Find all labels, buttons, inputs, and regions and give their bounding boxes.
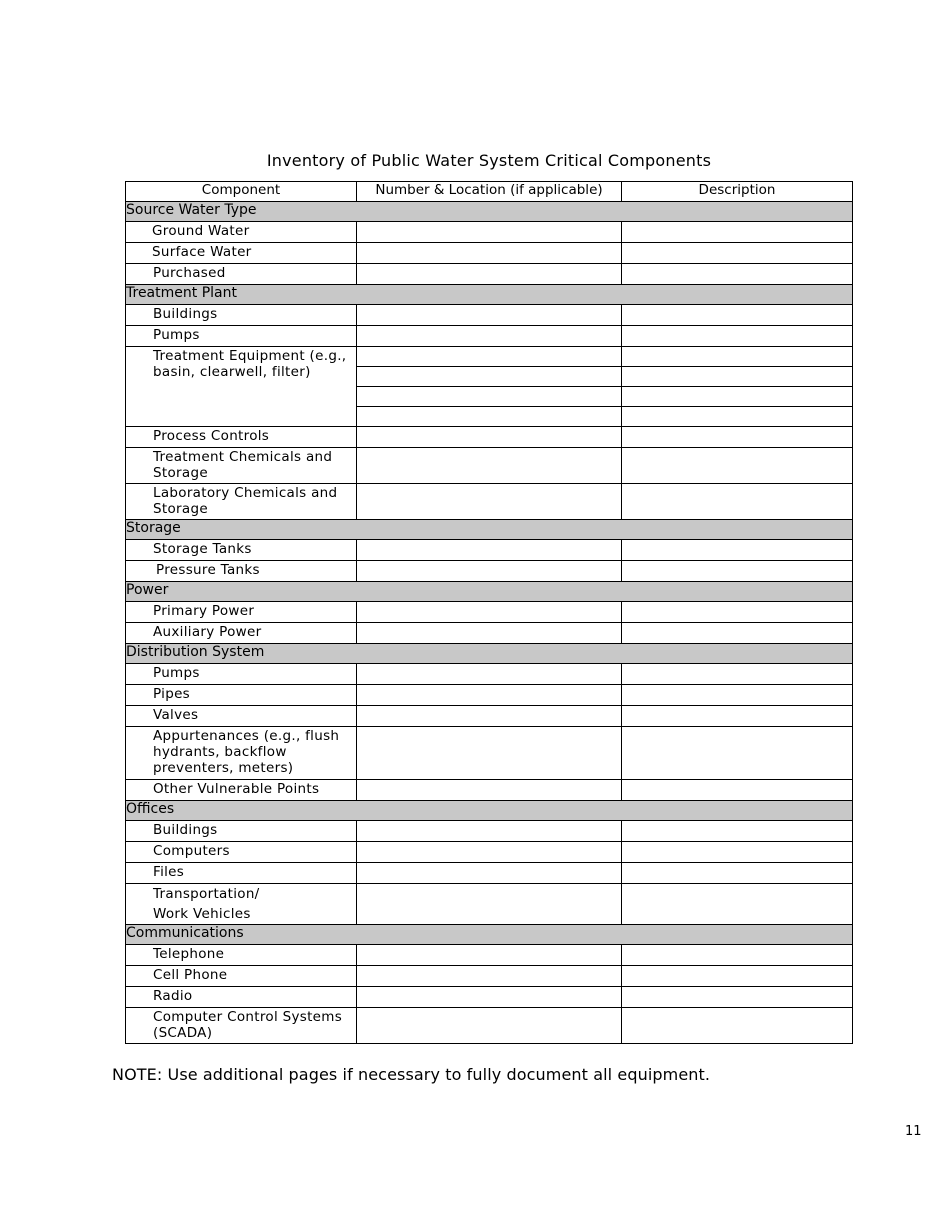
description-cell[interactable]	[622, 347, 853, 367]
table-row	[126, 243, 853, 264]
component-transportation-vehicles: Transportation/ Work Vehicles	[126, 884, 357, 925]
component-pumps: Pumps	[126, 326, 357, 347]
table-row	[126, 347, 853, 367]
description-cell[interactable]	[622, 407, 853, 427]
component-office-buildings: Buildings	[126, 821, 357, 842]
number-location-cell[interactable]	[357, 484, 622, 520]
description-cell[interactable]	[622, 561, 853, 582]
column-header-number-location: Number & Location (if applicable)	[357, 182, 622, 202]
section-label: Distribution System	[126, 644, 853, 664]
component-storage-tanks: Storage Tanks	[126, 540, 357, 561]
number-location-cell[interactable]	[357, 884, 622, 925]
component-primary-power: Primary Power	[126, 602, 357, 623]
component-radio: Radio	[126, 987, 357, 1008]
table-row	[126, 540, 853, 561]
description-cell[interactable]	[622, 664, 853, 685]
page-number: 11	[905, 1124, 922, 1139]
inventory-table	[125, 181, 853, 1044]
description-cell[interactable]	[622, 945, 853, 966]
number-location-cell[interactable]	[357, 326, 622, 347]
number-location-cell[interactable]	[357, 780, 622, 801]
number-location-cell[interactable]	[357, 623, 622, 644]
number-location-cell[interactable]	[357, 264, 622, 285]
description-cell[interactable]	[622, 448, 853, 484]
table-row	[126, 987, 853, 1008]
table-row	[126, 884, 853, 925]
number-location-cell[interactable]	[357, 602, 622, 623]
description-cell[interactable]	[622, 602, 853, 623]
description-cell[interactable]	[622, 387, 853, 407]
table-row	[126, 561, 853, 582]
table-row	[126, 863, 853, 884]
number-location-cell[interactable]	[357, 945, 622, 966]
number-location-cell[interactable]	[357, 863, 622, 884]
number-location-cell[interactable]	[357, 821, 622, 842]
table-row	[126, 966, 853, 987]
table-row	[126, 427, 853, 448]
number-location-cell[interactable]	[357, 842, 622, 863]
table-row	[126, 264, 853, 285]
table-row	[126, 222, 853, 243]
table-row	[126, 623, 853, 644]
table-row	[126, 945, 853, 966]
component-laboratory-chemicals: Laboratory Chemicals and Storage	[126, 484, 357, 520]
component-appurtenances: Appurtenances (e.g., flush hydrants, backflow preventers, meters)	[126, 727, 357, 780]
number-location-cell[interactable]	[357, 305, 622, 326]
number-location-cell[interactable]	[357, 706, 622, 727]
component-treatment-equipment: Treatment Equipment (e.g., basin, clearwell, filter)	[126, 347, 357, 427]
description-cell[interactable]	[622, 243, 853, 264]
table-row	[126, 727, 853, 780]
description-cell[interactable]	[622, 264, 853, 285]
description-cell[interactable]	[622, 305, 853, 326]
section-row-offices	[126, 801, 853, 821]
column-header-component: Component	[126, 182, 357, 202]
section-label: Offices	[126, 801, 853, 821]
description-cell[interactable]	[622, 367, 853, 387]
component-pipes: Pipes	[126, 685, 357, 706]
number-location-cell[interactable]	[357, 427, 622, 448]
number-location-cell[interactable]	[357, 664, 622, 685]
description-cell[interactable]	[622, 222, 853, 243]
number-location-cell[interactable]	[357, 448, 622, 484]
table-row	[126, 326, 853, 347]
table-row	[126, 484, 853, 520]
section-row-distribution-system	[126, 644, 853, 664]
table-row	[126, 664, 853, 685]
table-row	[126, 821, 853, 842]
description-cell[interactable]	[622, 1008, 853, 1044]
table-header-row	[126, 182, 853, 202]
number-location-cell[interactable]	[357, 243, 622, 264]
table-row	[126, 706, 853, 727]
number-location-cell[interactable]	[357, 987, 622, 1008]
component-buildings: Buildings	[126, 305, 357, 326]
table-row	[126, 602, 853, 623]
description-cell[interactable]	[622, 884, 853, 925]
page-title: Inventory of Public Water System Critical Components	[266, 151, 712, 170]
component-purchased: Purchased	[126, 264, 357, 285]
number-location-cell[interactable]	[357, 561, 622, 582]
section-row-communications	[126, 925, 853, 945]
component-valves: Valves	[126, 706, 357, 727]
component-process-controls: Process Controls	[126, 427, 357, 448]
component-scada: Computer Control Systems (SCADA)	[126, 1008, 357, 1044]
table-row	[126, 780, 853, 801]
number-location-cell[interactable]	[357, 222, 622, 243]
description-cell[interactable]	[622, 966, 853, 987]
description-cell[interactable]	[622, 821, 853, 842]
section-label: Source Water Type	[126, 202, 853, 222]
section-row-source-water-type	[126, 202, 853, 222]
section-row-treatment-plant	[126, 285, 853, 305]
number-location-cell[interactable]	[357, 727, 622, 780]
section-label: Storage	[126, 520, 853, 540]
table-row	[126, 448, 853, 484]
description-cell[interactable]	[622, 427, 853, 448]
description-cell[interactable]	[622, 727, 853, 780]
description-cell[interactable]	[622, 540, 853, 561]
description-cell[interactable]	[622, 623, 853, 644]
section-label: Communications	[126, 925, 853, 945]
description-cell[interactable]	[622, 987, 853, 1008]
section-row-storage	[126, 520, 853, 540]
component-computers: Computers	[126, 842, 357, 863]
section-label: Treatment Plant	[126, 285, 853, 305]
description-cell[interactable]	[622, 842, 853, 863]
component-other-vulnerable-points: Other Vulnerable Points	[126, 780, 357, 801]
description-cell[interactable]	[622, 706, 853, 727]
component-telephone: Telephone	[126, 945, 357, 966]
component-surface-water: Surface Water	[126, 243, 357, 264]
number-location-cell[interactable]	[357, 966, 622, 987]
description-cell[interactable]	[622, 780, 853, 801]
table-row	[126, 1008, 853, 1044]
description-cell[interactable]	[622, 685, 853, 706]
component-ground-water: Ground Water	[126, 222, 357, 243]
component-auxiliary-power: Auxiliary Power	[126, 623, 357, 644]
number-location-cell[interactable]	[357, 407, 622, 427]
number-location-cell[interactable]	[357, 367, 622, 387]
number-location-cell[interactable]	[357, 347, 622, 367]
section-row-power	[126, 582, 853, 602]
note-text: NOTE: Use additional pages if necessary to fully document all equipment.	[112, 1065, 711, 1084]
column-header-description: Description	[622, 182, 853, 202]
number-location-cell[interactable]	[357, 540, 622, 561]
description-cell[interactable]	[622, 484, 853, 520]
table-row	[126, 685, 853, 706]
component-treatment-chemicals: Treatment Chemicals and Storage	[126, 448, 357, 484]
number-location-cell[interactable]	[357, 1008, 622, 1044]
component-files: Files	[126, 863, 357, 884]
number-location-cell[interactable]	[357, 387, 622, 407]
component-distribution-pumps: Pumps	[126, 664, 357, 685]
table-row	[126, 305, 853, 326]
table-row	[126, 842, 853, 863]
component-pressure-tanks: Pressure Tanks	[126, 561, 357, 582]
component-cell-phone: Cell Phone	[126, 966, 357, 987]
section-label: Power	[126, 582, 853, 602]
description-cell[interactable]	[622, 326, 853, 347]
number-location-cell[interactable]	[357, 685, 622, 706]
description-cell[interactable]	[622, 863, 853, 884]
